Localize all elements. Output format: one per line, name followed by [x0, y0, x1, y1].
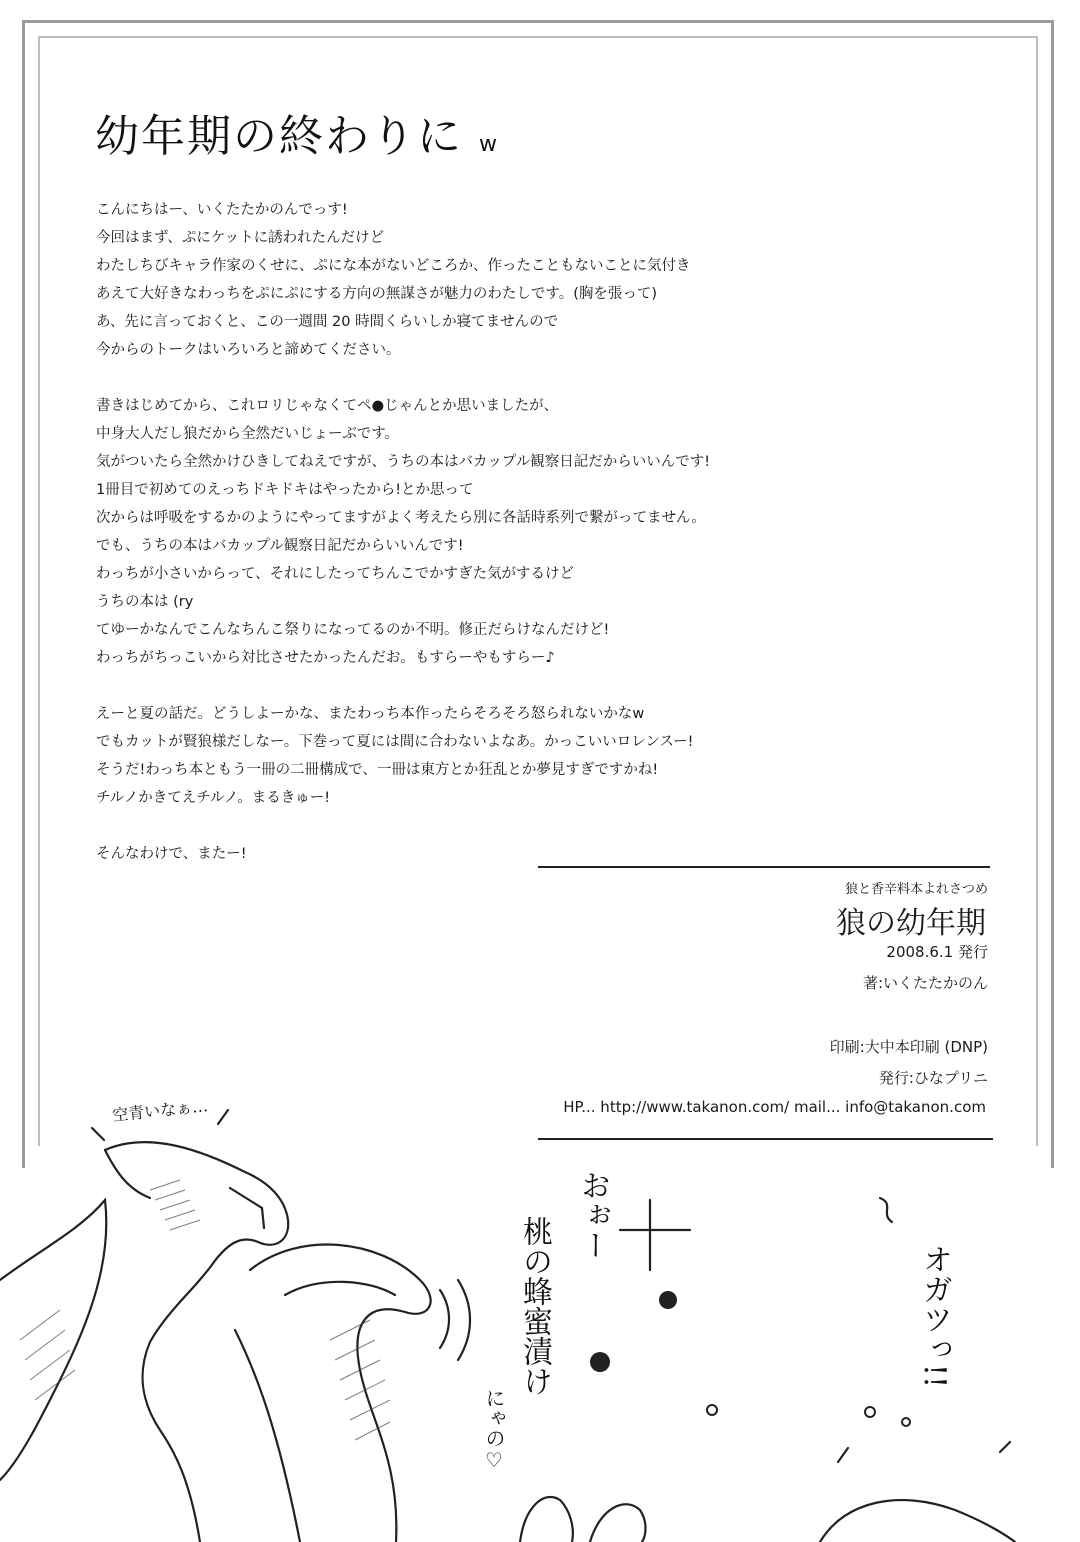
body-line: でも、うちの本はバカップル観察日記だからいいんです!	[96, 538, 464, 554]
girl-ear-left	[520, 1497, 573, 1542]
body-line: チルノかきてえチルノ。まるきゅー!	[96, 790, 331, 806]
colophon-book-title: 狼の幼年期	[836, 906, 986, 941]
bubble-tail-right	[218, 1110, 228, 1124]
sparkle-lines	[838, 1442, 1010, 1462]
sfx-momo-text: 桃の蜂蜜漬け	[517, 1216, 552, 1396]
hatching-tail	[330, 1320, 390, 1440]
paragraph-gap	[96, 812, 996, 840]
body-line: わっちが小さいからって、それにしたってちんこでかすぎた気がするけど	[96, 566, 575, 582]
body-line: そうだ!わっち本ともう一冊の二冊構成で、一冊は東方とか狂乱とか夢見すぎですかね!	[96, 762, 659, 778]
hatching-horse	[20, 1180, 200, 1400]
body-line: あ、先に言っておくと、この一週間 20 時間くらいしか寝てませんので	[96, 314, 559, 330]
bubble-dot-2	[865, 1407, 875, 1417]
afterword-body	[96, 196, 996, 868]
body-line: 中身大人だし狼だから全然だいじょーぶです。	[96, 426, 400, 442]
body-line: 気がついたら全然かけひきしてねえですが、うちの本はバカップル観察日記だからいいんです!	[96, 454, 711, 470]
body-line: 1冊目で初めてのえっちドキドキはやったから!とか思って	[96, 482, 474, 498]
sfx-ogatsu-text: オガツっ!!	[917, 1244, 952, 1389]
body-line: こんにちはー、いくたたかのんでっす!	[96, 202, 348, 218]
paragraph-gap	[96, 672, 996, 700]
music-note-2	[590, 1352, 610, 1372]
page-title	[95, 100, 499, 164]
body-line: 書きはじめてから、これロリじゃなくてペ●じゃんとか思いましたが、	[96, 398, 559, 414]
body-line: あえて大好きなわっちをぷにぷにする方向の無謀さが魅力のわたしです。(胸を張って)	[96, 286, 658, 302]
wolf-body	[235, 1330, 300, 1542]
motion-lines	[440, 1280, 470, 1360]
bubble-dot-1	[707, 1405, 717, 1415]
horse-ear	[105, 1150, 150, 1198]
paragraph-gap	[96, 364, 996, 392]
bubble-dot-3	[902, 1418, 910, 1426]
body-line: 今回はまず、ぷにケットに誘われたんだけど	[96, 230, 385, 246]
music-glyph-cross	[620, 1200, 690, 1270]
body-line: そんなわけで、またー!	[96, 846, 247, 862]
body-line: うちの本は (ry	[96, 594, 194, 610]
horse-head-outline	[105, 1142, 288, 1542]
colophon-links: HP... http://www.takanon.com/ mail... info@takanon.com	[563, 1098, 986, 1116]
body-line: わっちがちっこいから対比させたかったんだお。もすらーやもすらー♪	[96, 650, 555, 666]
body-line: 次からは呼吸をするかのようにやってますがよく考えたら別に各話時系列で繋がってません。	[96, 510, 706, 526]
music-note-1	[659, 1291, 677, 1309]
colophon-author: 著:いくたたかのん	[862, 974, 988, 992]
girl-head	[820, 1500, 1015, 1542]
horse-mane	[0, 1200, 106, 1480]
body-line: えーと夏の話だ。どうしよーかな、またわっち本作ったらそろそろ怒られないかなw	[96, 706, 645, 722]
wolf-tail-inner	[285, 1282, 395, 1295]
bubble-tail-left	[92, 1128, 104, 1140]
speech-bubble-text: 空青いなぁ…	[111, 1096, 209, 1125]
body-line: 今からのトークはいろいろと諦めてください。	[96, 342, 401, 358]
sfx-nino-text: にゃの♡	[482, 1388, 506, 1472]
body-line: わたしちびキャラ作家のくせに、ぷにな本がないどころか、作ったこともないことに気付き	[96, 258, 691, 274]
colophon-date: 2008.6.1 発行	[886, 943, 988, 961]
colophon-publisher: 発行:ひなプリニ	[878, 1069, 988, 1087]
colophon-subtitle: 狼と香辛料本よれさつめ	[844, 882, 988, 897]
body-line: でもカットが賢狼様だしなー。下巻って夏には間に合わないよなあ。かっこいいロレンスー!	[96, 734, 694, 750]
body-line: てゆーかなんでこんなちんこ祭りになってるのか不明。修正だらけなんだけど!	[96, 622, 610, 638]
colophon-printer: 印刷:大中本印刷 (DNP)	[829, 1038, 988, 1056]
title-suffix: w	[479, 132, 499, 157]
title-main: 幼年期の終わりに	[95, 111, 463, 162]
sfx-oo-text: おぉー	[575, 1170, 610, 1260]
girl-ear-right	[590, 1504, 646, 1542]
wolf-tail	[250, 1245, 431, 1542]
tilde-mark	[880, 1198, 892, 1222]
colophon-rule-top	[538, 866, 990, 868]
horse-bridle	[230, 1188, 264, 1228]
